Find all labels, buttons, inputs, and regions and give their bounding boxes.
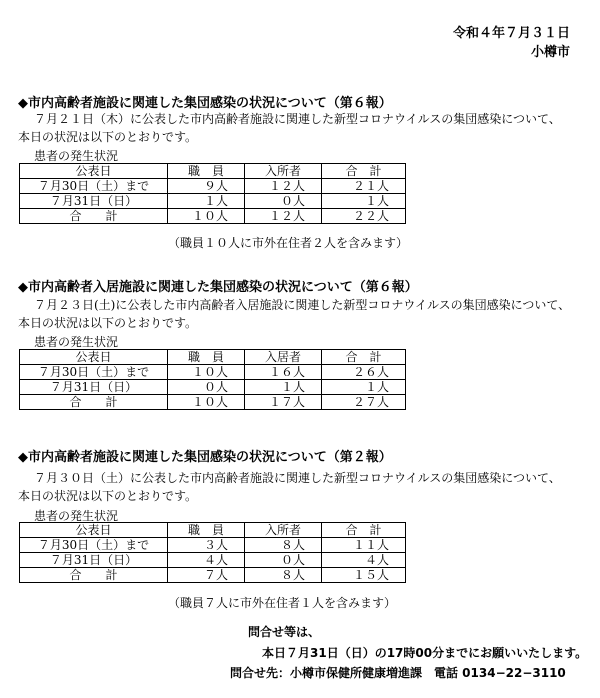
section-2-paragraph — [18, 296, 588, 332]
section-1-heading: ◆市内高齢者施設に関連した集団感染の状況について（第６報） — [18, 96, 392, 111]
table-cell: ８人 — [245, 568, 322, 583]
table-cell: ７月30日（土）まで — [20, 179, 168, 194]
table-cell: 合 計 — [20, 209, 168, 224]
section-1-note: （職員１０人に市外在住者２人を含みます） — [168, 236, 409, 250]
section-1-caption: 患者の発生状況 — [34, 149, 119, 163]
table-row — [20, 365, 406, 380]
table-cell: ７月31日（日） — [20, 553, 168, 568]
table-cell: １人 — [168, 194, 245, 209]
section-3-paragraph — [18, 469, 588, 505]
section-3-table — [19, 522, 406, 583]
table-cell: ９人 — [168, 179, 245, 194]
column-header: 職 員 — [168, 350, 245, 365]
contact-lead: 問合せ等は、 — [248, 625, 321, 639]
table-cell: ７月30日（土）まで — [20, 365, 168, 380]
section-2-paragraph-line1: ７月２３日(土)に公表した市内高齢者入居施設に関連した新型コロナウイルスの集団感染について、 — [34, 298, 571, 312]
table-cell: ０人 — [245, 194, 322, 209]
table-header-row — [20, 164, 406, 179]
table-row — [20, 538, 406, 553]
section-1-paragraph-line1: ７月２１日（木）に公表した市内高齢者施設に関連した新型コロナウイルスの集団感染について、 — [34, 112, 561, 126]
table-row — [20, 553, 406, 568]
section-3-caption: 患者の発生状況 — [34, 509, 119, 523]
section-3-paragraph-line2: 本日の状況は以下のとおりです。 — [18, 489, 198, 503]
table-cell: ２１人 — [322, 179, 406, 194]
section-3-paragraph-line1: ７月３０日（土）に公表した市内高齢者施設に関連した新型コロナウイルスの集団感染について、 — [34, 471, 561, 485]
section-1-paragraph — [18, 110, 588, 146]
table-cell: １７人 — [245, 395, 322, 410]
table-cell: ７月31日（日） — [20, 194, 168, 209]
table-cell: ４人 — [322, 553, 406, 568]
table-header-row — [20, 523, 406, 538]
table-header-row — [20, 350, 406, 365]
column-header: 合 計 — [322, 523, 406, 538]
column-header: 入所者 — [245, 164, 322, 179]
table-cell: 合 計 — [20, 395, 168, 410]
table-cell: ７月31日（日） — [20, 380, 168, 395]
section-2-table — [19, 349, 406, 410]
section-2-heading: ◆市内高齢者入居施設に関連した集団感染の状況について（第６報） — [18, 280, 418, 295]
section-3-heading: ◆市内高齢者施設に関連した集団感染の状況について（第２報） — [18, 450, 392, 465]
table-cell: １人 — [322, 194, 406, 209]
section-2-paragraph-line2: 本日の状況は以下のとおりです。 — [18, 316, 198, 330]
table-row — [20, 395, 406, 410]
table-cell: １０人 — [168, 365, 245, 380]
contact-hours: 本日７月31日（日）の17時00分までにお願いいたします。 — [262, 646, 588, 660]
column-header: 入居者 — [245, 350, 322, 365]
column-header: 合 計 — [322, 350, 406, 365]
section-2-caption: 患者の発生状況 — [34, 335, 119, 349]
table-cell: １２人 — [245, 179, 322, 194]
column-header: 公表日 — [20, 164, 168, 179]
table-cell: ７月30日（土）まで — [20, 538, 168, 553]
table-cell: ２６人 — [322, 365, 406, 380]
table-row — [20, 179, 406, 194]
table-row — [20, 209, 406, 224]
table-cell: １１人 — [322, 538, 406, 553]
table-cell: １人 — [245, 380, 322, 395]
table-cell: ０人 — [245, 553, 322, 568]
table-cell: ２２人 — [322, 209, 406, 224]
table-cell: ８人 — [245, 538, 322, 553]
issuing-organization: 小樽市 — [530, 45, 570, 60]
contact-department: 問合せ先：小樽市保健所健康増進課 電話 0134−22−3110 — [230, 666, 566, 680]
column-header: 職 員 — [168, 164, 245, 179]
table-cell: 合 計 — [20, 568, 168, 583]
table-cell: １０人 — [168, 395, 245, 410]
section-1-paragraph-line2: 本日の状況は以下のとおりです。 — [18, 130, 198, 144]
column-header: 合 計 — [322, 164, 406, 179]
table-cell: １人 — [322, 380, 406, 395]
table-cell: １６人 — [245, 365, 322, 380]
table-cell: １０人 — [168, 209, 245, 224]
table-cell: １２人 — [245, 209, 322, 224]
table-cell: ０人 — [168, 380, 245, 395]
section-1-table — [19, 163, 406, 224]
table-row — [20, 194, 406, 209]
table-cell: ４人 — [168, 553, 245, 568]
table-row — [20, 380, 406, 395]
table-cell: ２７人 — [322, 395, 406, 410]
table-cell: ７人 — [168, 568, 245, 583]
document-date: 令和４年７月３１日 — [452, 26, 570, 41]
column-header: 入所者 — [245, 523, 322, 538]
table-cell: ３人 — [168, 538, 245, 553]
table-row — [20, 568, 406, 583]
column-header: 職 員 — [168, 523, 245, 538]
section-3-note: （職員７人に市外在住者１人を含みます） — [168, 596, 397, 610]
column-header: 公表日 — [20, 350, 168, 365]
table-cell: １５人 — [322, 568, 406, 583]
column-header: 公表日 — [20, 523, 168, 538]
